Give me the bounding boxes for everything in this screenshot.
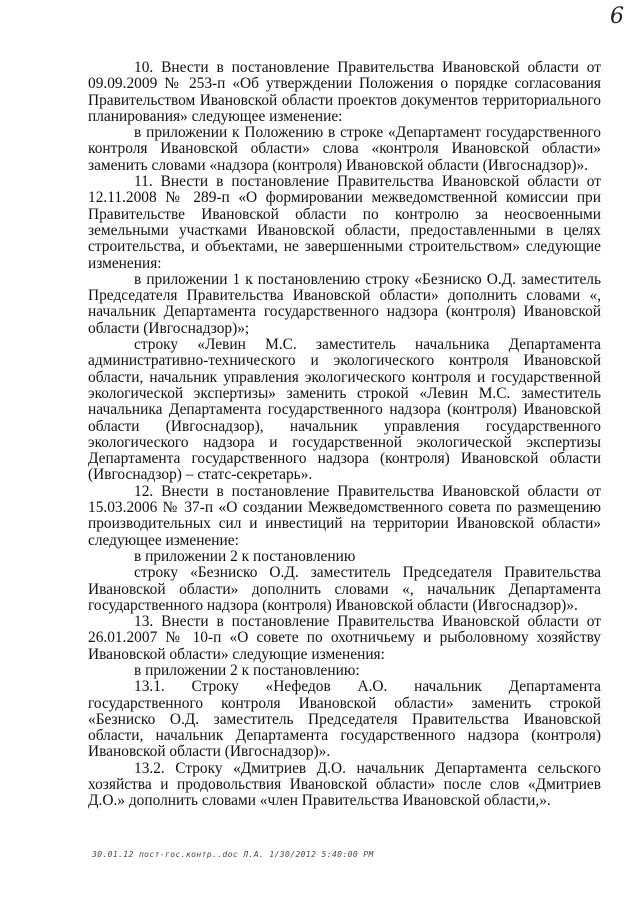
- document-body: [88, 60, 601, 810]
- paragraph-12-change: строку «Безниско О.Д. заместитель Председателя Правительства Ивановской области» дополнить словами «, начальник Департамента государственного надзора (контроля) Ивановской области (Ивгоснадзор)».: [88, 564, 601, 614]
- page-number: 6: [610, 4, 624, 29]
- paragraph-13-2: 13.2. Строку «Дмитриев Д.О. начальник Департамента сельского хозяйства и продовольствия Ивановской области» после слов «Дмитриев Д.О.» дополнить словами «член Правительства Ивановской области,».: [88, 759, 601, 810]
- paragraph-11-change-1: в приложении 1 к постановлению строку «Безниско О.Д. заместитель Председателя Правительства Ивановской области» дополнить словами «, начальник Департамента государственного надзора (контроля) Ивановской области (Ивгоснадзор)»;: [88, 270, 601, 337]
- paragraph-12-appendix: в приложении 2 к постановлению: [134, 547, 356, 565]
- paragraph-13: 13. Внести в постановление Правительства Ивановской области от 26.01.2007 № 10-п «О совете по охотничьему и рыболовному хозяйству Ивановской области» следующие изменения:: [88, 613, 601, 663]
- paragraph-13-appendix: в приложении 2 к постановлению:: [134, 661, 360, 679]
- paragraph-13-1: 13.1. Строку «Нефедов А.О. начальник Департамента государственного контроля Ивановской области» заменить строкой «Безниско О.Д. заместитель Председателя Правительства Ивановской области, начальник Департамента государственного надзора (контроля) Ивановской области (Ивгоснадзор)».: [88, 678, 601, 761]
- paragraph-11-change-2: строку «Левин М.С. заместитель начальника Департамента административно-технического и экологического контроля Ивановской области, начальник управления экологического контроля и государственной экологической экспертизы» заменить строкой «Левин М.С. заместитель начальника Департамента государственного надзора (контроля) Ивановской области (Ивгоснадзор), начальник управления государственного экологического надзора и государственной экологической экспертизы Департамента государственного надзора (контроля) Ивановской области (Ивгоснадзор) – статс-секретарь».: [88, 336, 601, 484]
- document-footer: 30.01.12 пост-гос.контр..doc Л.А. 1/30/2012 5:40:00 PM: [92, 850, 374, 859]
- paragraph-10-change: в приложении к Положению в строке «Департамент государственного контроля Ивановской области» слова «контроля Ивановской области» заменить словами «надзора (контроля) Ивановской области (Ивгоснадзор)».: [88, 124, 601, 174]
- paragraph-10: 10. Внести в постановление Правительства Ивановской области от 09.09.2009 № 253-п «Об утверждении Положения о порядке согласования Правительством Ивановской области проектов документов территориального планирования» следующее изменение:: [88, 59, 601, 125]
- paragraph-12: 12. Внести в постановление Правительства Ивановской области от 15.03.2006 № 37-п «О создании Межведомственного совета по размещению производительных сил и инвестиций на территории Ивановской области» следующее изменение:: [88, 482, 601, 549]
- paragraph-11: 11. Внести в постановление Правительства Ивановской области от 12.11.2008 № 289-п «О формировании межведомственной комиссии при Правительстве Ивановской области по контролю за неосвоенными земельными участками Ивановской области, предоставленными в целях строительства, и объектами, не завершенными строительством» следующие изменения:: [88, 173, 601, 272]
